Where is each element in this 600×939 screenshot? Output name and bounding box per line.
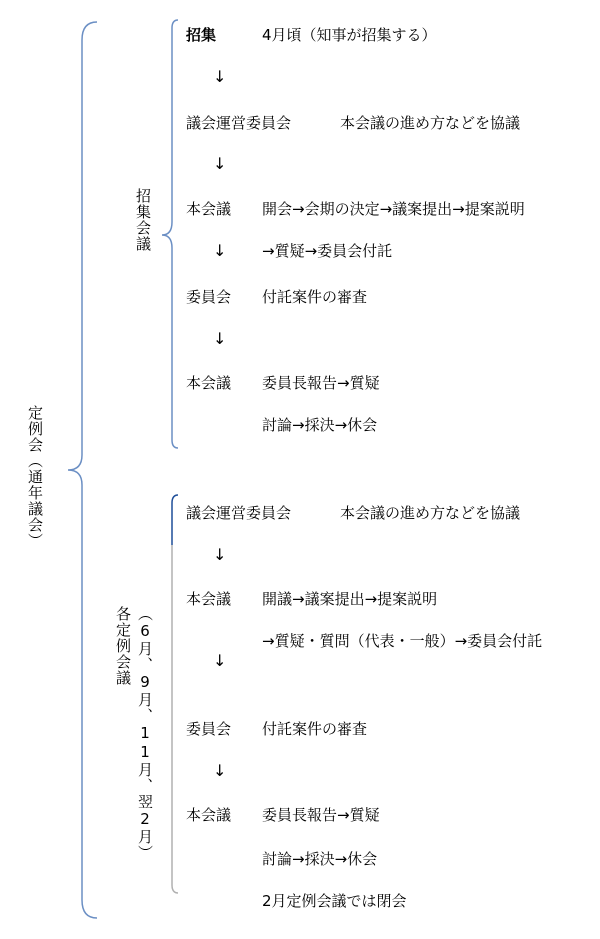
step-desc: 開会→会期の決定→議案提出→提案説明 bbox=[262, 200, 525, 218]
regular-side-label: 各定例会議 bbox=[114, 606, 132, 686]
step-label: 議会運営委員会 bbox=[186, 114, 292, 132]
step-desc: →質疑→委員会付託 bbox=[262, 242, 393, 260]
down-arrow: ↓ bbox=[213, 67, 227, 86]
regular-brace bbox=[172, 495, 178, 545]
step-label: 委員会 bbox=[186, 288, 232, 306]
step-desc: 本会議の進め方などを協議 bbox=[340, 504, 521, 522]
down-arrow: ↓ bbox=[213, 329, 227, 348]
down-arrow: ↓ bbox=[213, 651, 227, 670]
step-desc: 討論→採決→休会 bbox=[262, 416, 378, 434]
step-label: 本会議 bbox=[186, 590, 232, 608]
step-desc: 付託案件の審査 bbox=[262, 288, 368, 306]
step-label: 本会議 bbox=[186, 806, 232, 824]
down-arrow: ↓ bbox=[213, 545, 227, 564]
outer-label: 定例会（通年議会） bbox=[26, 405, 44, 549]
outer-brace bbox=[68, 22, 97, 918]
step-desc: →質疑・質問（代表・一般）→委員会付託 bbox=[262, 632, 543, 650]
step-desc: 討論→採決→休会 bbox=[262, 850, 378, 868]
step-desc: 本会議の進め方などを協議 bbox=[340, 114, 521, 132]
convocation-side-label: 招集会議 bbox=[134, 188, 152, 252]
step-label: 委員会 bbox=[186, 720, 232, 738]
regular-side-sub: （6月、9月、11月、翌2月） bbox=[136, 606, 154, 861]
step-label: 本会議 bbox=[186, 374, 232, 392]
down-arrow: ↓ bbox=[213, 154, 227, 173]
step-desc: 4月頃（知事が招集する） bbox=[262, 26, 437, 44]
step-desc: 委員長報告→質疑 bbox=[262, 806, 380, 824]
down-arrow: ↓ bbox=[213, 761, 227, 780]
step-desc: 付託案件の審査 bbox=[262, 720, 368, 738]
down-arrow: ↓ bbox=[213, 241, 227, 260]
convocation-brace bbox=[162, 20, 178, 448]
step-label: 招集 bbox=[186, 26, 217, 44]
step-desc: 2月定例会議では閉会 bbox=[262, 892, 407, 910]
step-desc: 開議→議案提出→提案説明 bbox=[262, 590, 438, 608]
step-label: 議会運営委員会 bbox=[186, 504, 292, 522]
step-label: 本会議 bbox=[186, 200, 232, 218]
regular-brace-lower bbox=[172, 545, 178, 893]
step-desc: 委員長報告→質疑 bbox=[262, 374, 380, 392]
